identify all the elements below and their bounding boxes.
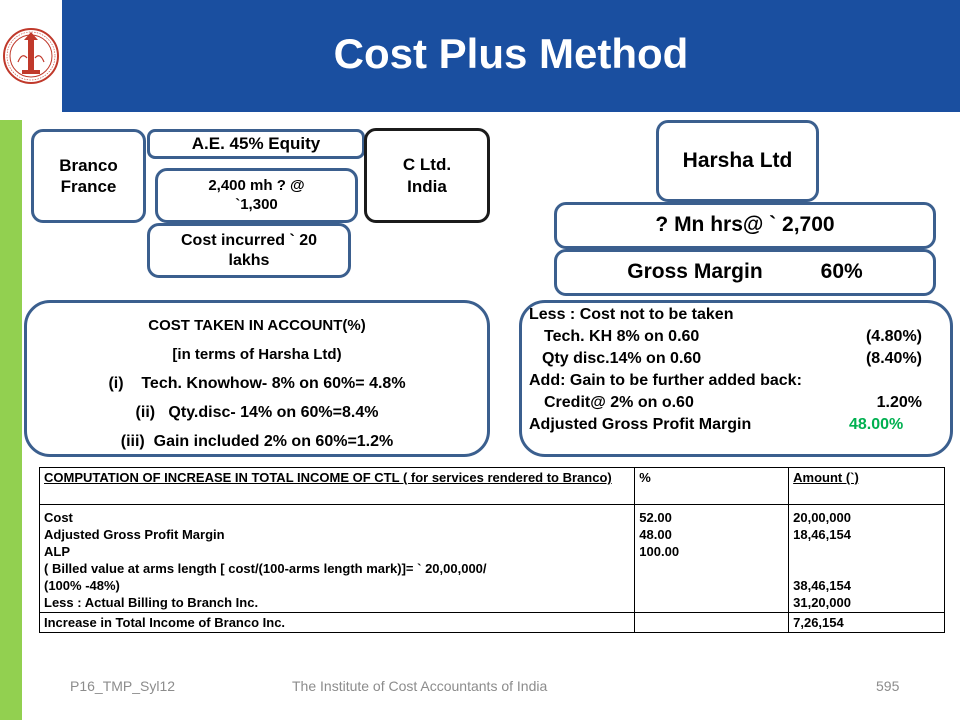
- table-amount-cell: [789, 505, 945, 613]
- cost-taken-subheading: [in terms of Harsha Ltd): [172, 346, 342, 363]
- adj-row-3-value: (8.40%): [865, 350, 922, 367]
- equity-label: A.E. 45% Equity: [191, 134, 321, 154]
- table-title-cell: COMPUTATION OF INCREASE IN TOTAL INCOME OF CTL ( for services rendered to Branco): [40, 468, 635, 505]
- cost-taken-item-1: (i) Tech. Knowhow- 8% on 60%= 4.8%: [108, 375, 406, 392]
- adj-row-4-label: Add: Gain to be further added back:: [529, 372, 802, 389]
- adj-row-5-value: 1.20%: [876, 394, 922, 411]
- gross-margin-value: 60%: [820, 260, 863, 284]
- table-line-amount: 31,20,000: [793, 595, 851, 610]
- cltd-line-1: C Ltd.: [402, 155, 452, 175]
- mn-hrs-box: [554, 202, 936, 249]
- mh-line-2: `1,300: [235, 195, 278, 213]
- table-line-pct: 48.00: [639, 527, 672, 542]
- table-total-amount: 7,26,154: [789, 613, 945, 633]
- institute-logo: [0, 0, 62, 112]
- branco-line-2: France: [60, 177, 117, 196]
- adj-row-3-label: Qty disc.14% on 0.60: [542, 350, 702, 367]
- table-line-amount: [793, 560, 940, 577]
- table-line-label: (100% -48%): [44, 578, 120, 593]
- adj-row-2-value: (4.80%): [865, 328, 922, 345]
- table-line-label: Less : Actual Billing to Branch Inc.: [44, 595, 259, 610]
- cost-taken-panel: [24, 300, 490, 457]
- footer-institute: The Institute of Cost Accountants of India: [292, 678, 548, 694]
- table-line-label: Cost: [44, 510, 73, 525]
- branco-line-1: Branco: [59, 155, 118, 175]
- page-title: Cost Plus Method: [333, 30, 689, 77]
- cost-incurred-box: [147, 223, 351, 278]
- table-pct-cell: [635, 505, 789, 613]
- adj-row-5: [544, 392, 922, 414]
- adj-row-2-label: Tech. KH 8% on 0.60: [544, 328, 700, 345]
- equity-box: [147, 129, 365, 159]
- branco-france-box: [31, 129, 146, 223]
- mn-hrs-label: ? Mn hrs@ ` 2,700: [655, 213, 835, 237]
- table-line-label: ( Billed value at arms length [ cost/(100-arms length mark)]= ` 20,00,000/: [44, 561, 487, 576]
- table-total-row: [40, 613, 945, 633]
- adj-row-3: [542, 348, 922, 370]
- adj-row-6-value: 48.00%: [849, 416, 904, 433]
- institute-seal-icon: [0, 0, 62, 112]
- table-line-pct: 100.00: [639, 544, 680, 559]
- adj-row-6: [529, 414, 919, 436]
- table-line-amount: [793, 543, 940, 560]
- footer-page-number: 595: [876, 678, 900, 694]
- table-body-row: [40, 505, 945, 613]
- table-total-pct: [635, 613, 789, 633]
- table-total-label: Increase in Total Income of Branco Inc.: [40, 613, 635, 633]
- sidebar-accent: [0, 120, 22, 720]
- table-line-amount: 38,46,154: [793, 578, 851, 593]
- adj-row-4: [529, 370, 802, 392]
- mh-line-1: 2,400 mh ? @: [208, 176, 305, 194]
- cost-line-1: Cost incurred ` 20: [180, 231, 318, 249]
- gross-margin-label: Gross Margin: [627, 260, 763, 284]
- footer-code: P16_TMP_Syl12: [70, 678, 176, 694]
- cost-taken-item-2: (ii) Qty.disc- 14% on 60%=8.4%: [135, 404, 379, 421]
- adjustment-panel: [519, 300, 953, 457]
- table-label-cell: [40, 505, 635, 613]
- cost-taken-heading: COST TAKEN IN ACCOUNT(%): [148, 317, 366, 334]
- table-pct-header: %: [635, 468, 789, 505]
- computation-table: [39, 467, 945, 633]
- table-line-label: Adjusted Gross Profit Margin: [44, 527, 225, 542]
- table-header-row: [40, 468, 945, 505]
- adj-row-1-label: Less : Cost not to be taken: [529, 306, 734, 323]
- table-line-label: ALP: [44, 544, 70, 559]
- cltd-line-2: India: [407, 176, 447, 196]
- table-line-amount: 20,00,000: [793, 510, 851, 525]
- adj-row-5-label: Credit@ 2% on o.60: [544, 394, 694, 411]
- gross-margin-box: [554, 249, 936, 296]
- cost-line-2: lakhs: [228, 251, 270, 269]
- cost-taken-item-3: (iii) Gain included 2% on 60%=1.2%: [120, 433, 394, 450]
- adj-row-1: [529, 304, 733, 326]
- harsha-ltd-box: [656, 120, 819, 202]
- c-ltd-india-box: [364, 128, 490, 223]
- table-amount-header: Amount (`): [789, 468, 945, 505]
- adj-row-2: [544, 326, 922, 348]
- table-line-amount: 18,46,154: [793, 527, 851, 542]
- man-hours-box: [155, 168, 358, 223]
- table-line-pct: 52.00: [639, 510, 672, 525]
- adj-row-6-label: Adjusted Gross Profit Margin: [529, 416, 752, 433]
- harsha-label: Harsha Ltd: [682, 148, 793, 172]
